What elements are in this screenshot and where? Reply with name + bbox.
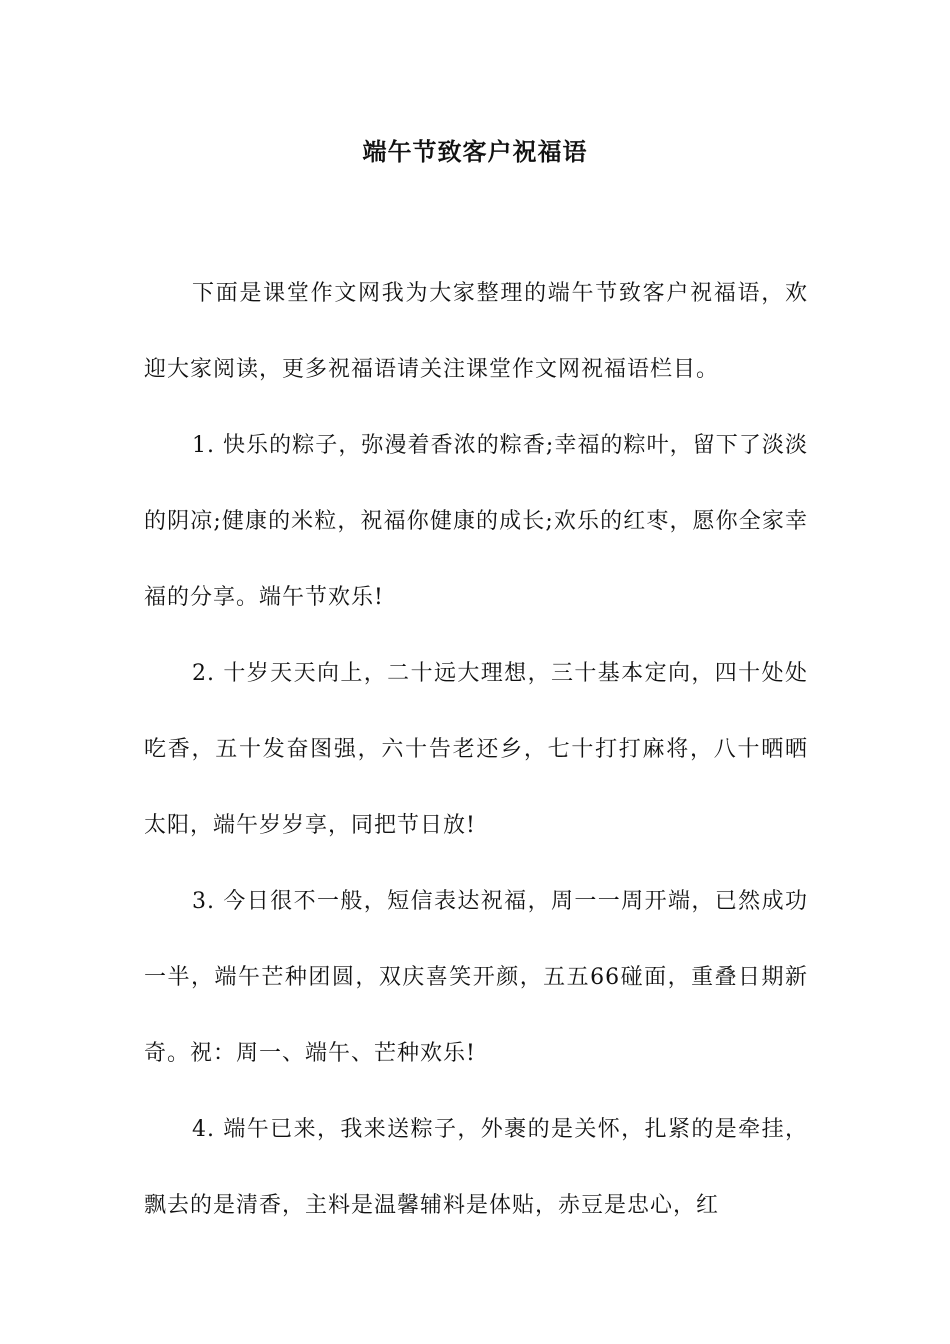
document-body [144,256,808,1244]
greeting-paragraph-2: 2. 十岁天天向上，二十远大理想，三十基本定向，四十处处吃香，五十发奋图强，六十告老还乡，七十打打麻将，八十晒晒太阳，端午岁岁享，同把节日放! [144,661,808,838]
greeting-paragraph-3: 3. 今日很不一般，短信表达祝福，周一一周开端，已然成功一半，端午芒种团圆，双庆喜笑开颜，五五66碰面，重叠日期新奇。祝：周一、端午、芒种欢乐! [144,889,808,1066]
greeting-paragraph-1: 1. 快乐的粽子，弥漫着香浓的粽香;幸福的粽叶，留下了淡淡的阴凉;健康的米粒，祝福你健康的成长;欢乐的红枣，愿你全家幸福的分享。端午节欢乐! [144,433,808,610]
intro-paragraph: 下面是课堂作文网我为大家整理的端午节致客户祝福语，欢迎大家阅读，更多祝福语请关注课堂作文网祝福语栏目。 [144,281,808,382]
greeting-paragraph-4: 4. 端午已来，我来送粽子，外裹的是关怀，扎紧的是牵挂，飘去的是清香，主料是温馨辅料是体贴，赤豆是忠心，红 [144,1117,808,1218]
document-title: 端午节致客户祝福语 [362,137,588,166]
